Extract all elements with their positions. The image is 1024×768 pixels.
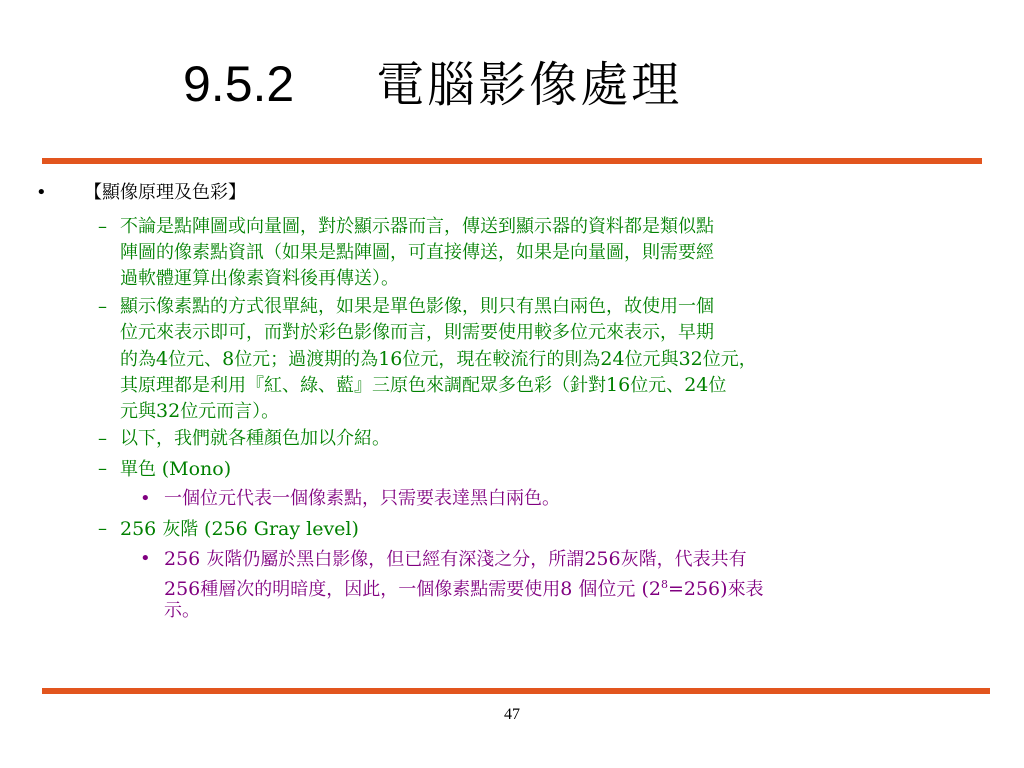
- section-number: 9.5.2: [183, 56, 295, 112]
- item-text: 示。: [164, 600, 200, 621]
- item-text: 元與32位元而言）。: [120, 400, 280, 422]
- item-text: 一個位元代表一個像素點，只需要表達黑白兩色。: [164, 488, 560, 509]
- item-text: 過軟體運算出像素資料後再傳送）。: [120, 268, 399, 289]
- dash-icon: –: [98, 296, 107, 317]
- item-text: 不論是點陣圖或向量圖，對於顯示器而言，傳送到顯示器的資料都是類似點: [120, 216, 714, 237]
- section-title: 電腦影像處理: [376, 57, 683, 113]
- item-text: 單色 (Mono): [120, 458, 232, 480]
- bottom-divider: [42, 688, 990, 694]
- item-text: 位元來表示即可，而對於彩色影像而言，則需要使用較多位元來表示，早期: [120, 322, 714, 343]
- bullet-icon: •: [140, 488, 151, 509]
- item-text: 256 灰階 (256 Gray level): [120, 518, 359, 540]
- level1-text: 【顯像原理及色彩】: [84, 182, 246, 203]
- dash-icon: –: [98, 216, 107, 237]
- item-text: 256種層次的明暗度，因此，一個像素點需要使用8 個位元 $(2^8=256)$來表: [164, 578, 764, 600]
- item-text: 256 灰階仍屬於黑白影像，但已經有深淺之分，所謂256灰階，代表共有: [164, 548, 747, 570]
- dash-icon: –: [98, 458, 107, 479]
- top-divider: [42, 158, 982, 164]
- item-text: 其原理都是利用『紅、綠、藍』三原色來調配眾多色彩（針對16位元、24位: [120, 374, 727, 396]
- page-number: 47: [504, 706, 520, 723]
- dash-icon: –: [98, 428, 107, 449]
- item-text: 顯示像素點的方式很單純，如果是單色影像，則只有黑白兩色，故使用一個: [120, 296, 714, 317]
- bullet-icon: •: [36, 182, 47, 203]
- bullet-icon: •: [140, 548, 151, 569]
- item-text: 以下，我們就各種顏色加以介紹。: [120, 428, 390, 449]
- dash-icon: –: [98, 518, 107, 539]
- item-text: 陣圖的像素點資訊（如果是點陣圖，可直接傳送，如果是向量圖，則需要經: [120, 242, 714, 263]
- item-text: 的為4位元、8位元；過渡期的為16位元，現在較流行的則為24位元與32位元，: [120, 348, 757, 370]
- slide-title: [183, 44, 682, 125]
